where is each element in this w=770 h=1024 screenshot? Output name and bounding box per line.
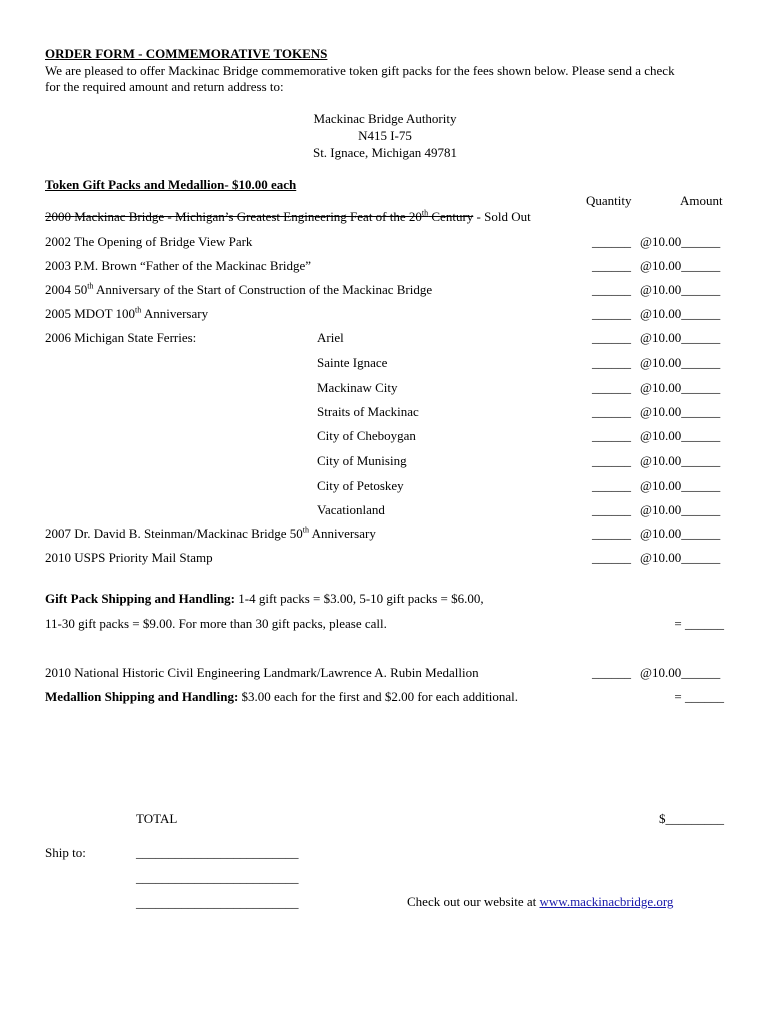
amount-blank-ariel[interactable]: @10.00______ <box>640 330 721 345</box>
amount-blank-straits-of-mackinac[interactable]: @10.00______ <box>640 404 721 419</box>
ferry-straits-of-mackinac: Straits of Mackinac <box>317 404 419 419</box>
quantity-blank-straits-of-mackinac[interactable]: ______ <box>592 404 631 419</box>
ferry-mackinaw-city: Mackinaw City <box>317 380 398 395</box>
quantity-column-header: Quantity <box>586 193 632 208</box>
address-line-1: Mackinac Bridge Authority <box>313 111 457 126</box>
address-line-3: St. Ignace, Michigan 49781 <box>312 145 458 160</box>
section-heading: Token Gift Packs and Medallion- $10.00 each <box>45 177 297 192</box>
quantity-blank-2004[interactable]: ______ <box>592 282 631 297</box>
medallion-shipping-total-blank[interactable]: = ______ <box>674 689 724 704</box>
ferry-vacationland: Vacationland <box>317 502 385 517</box>
total-blank[interactable]: $_________ <box>659 811 724 826</box>
amount-blank-2010-stamp[interactable]: @10.00______ <box>640 550 721 565</box>
ferry-ariel: Ariel <box>317 330 344 345</box>
quantity-blank-sainte-ignace[interactable]: ______ <box>592 355 631 370</box>
quantity-blank-city-of-munising[interactable]: ______ <box>592 453 631 468</box>
quantity-blank-2003[interactable]: ______ <box>592 258 631 273</box>
item-2000-sold-out: 2000 Mackinac Bridge - Michigan’s Greatest Engineering Feat of the 20th Century - Sold Out <box>45 208 531 224</box>
medallion-shipping: Medallion Shipping and Handling: $3.00 each for the first and $2.00 for each additional. <box>45 689 519 704</box>
quantity-blank-vacationland[interactable]: ______ <box>592 502 631 517</box>
total-label: TOTAL <box>136 811 178 826</box>
item-2007: 2007 Dr. David B. Steinman/Mackinac Bridge 50th Anniversary <box>45 525 376 541</box>
ship-to-line-1[interactable]: _________________________ <box>136 845 299 860</box>
item-2010-medallion: 2010 National Historic Civil Engineering Landmark/Lawrence A. Rubin Medallion <box>45 665 479 680</box>
amount-blank-city-of-cheboygan[interactable]: @10.00______ <box>640 428 721 443</box>
website-note: Check out our website at www.mackinacbridge.org <box>407 894 674 909</box>
amount-blank-2002[interactable]: @10.00______ <box>640 234 721 249</box>
quantity-blank-medallion[interactable]: ______ <box>592 665 631 680</box>
ferry-sainte-ignace: Sainte Ignace <box>317 355 388 370</box>
intro-text-line-2: for the required amount and return address to: <box>45 79 284 94</box>
quantity-blank-mackinaw-city[interactable]: ______ <box>592 380 631 395</box>
quantity-blank-2002[interactable]: ______ <box>592 234 631 249</box>
website-link[interactable]: www.mackinacbridge.org <box>539 894 674 909</box>
item-2006: 2006 Michigan State Ferries: <box>45 330 197 345</box>
ship-to-line-3[interactable]: _________________________ <box>136 895 299 910</box>
address-line-2: N415 I-75 <box>358 128 412 143</box>
ship-to-line-2[interactable]: _________________________ <box>136 870 299 885</box>
item-2010-stamp: 2010 USPS Priority Mail Stamp <box>45 550 213 565</box>
amount-blank-vacationland[interactable]: @10.00______ <box>640 502 721 517</box>
amount-blank-sainte-ignace[interactable]: @10.00______ <box>640 355 721 370</box>
item-2003: 2003 P.M. Brown “Father of the Mackinac Bridge” <box>45 258 312 273</box>
ferry-city-of-munising: City of Munising <box>317 453 407 468</box>
ferry-city-of-petoskey: City of Petoskey <box>317 478 404 493</box>
quantity-blank-ariel[interactable]: ______ <box>592 330 631 345</box>
form-title: ORDER FORM - COMMEMORATIVE TOKENS <box>45 46 328 61</box>
gift-shipping-line-2: 11-30 gift packs = $9.00. For more than 30 gift packs, please call. <box>45 616 387 631</box>
amount-blank-medallion[interactable]: @10.00______ <box>640 665 721 680</box>
item-2002: 2002 The Opening of Bridge View Park <box>45 234 253 249</box>
intro-text-line-1: We are pleased to offer Mackinac Bridge commemorative token gift packs for the fees shown below. Please send a check <box>45 63 675 78</box>
amount-blank-2005[interactable]: @10.00______ <box>640 306 721 321</box>
quantity-blank-2010-stamp[interactable]: ______ <box>592 550 631 565</box>
ferry-city-of-cheboygan: City of Cheboygan <box>317 428 416 443</box>
amount-blank-2004[interactable]: @10.00______ <box>640 282 721 297</box>
quantity-blank-city-of-petoskey[interactable]: ______ <box>592 478 631 493</box>
amount-blank-city-of-petoskey[interactable]: @10.00______ <box>640 478 721 493</box>
amount-blank-2007[interactable]: @10.00______ <box>640 526 721 541</box>
gift-shipping-total-blank[interactable]: = ______ <box>674 616 724 631</box>
item-2005: 2005 MDOT 100th Anniversary <box>45 305 209 321</box>
quantity-blank-city-of-cheboygan[interactable]: ______ <box>592 428 631 443</box>
quantity-blank-2007[interactable]: ______ <box>592 526 631 541</box>
amount-blank-2003[interactable]: @10.00______ <box>640 258 721 273</box>
amount-blank-city-of-munising[interactable]: @10.00______ <box>640 453 721 468</box>
ship-to-label: Ship to: <box>45 845 86 860</box>
gift-shipping-line-1: Gift Pack Shipping and Handling: 1-4 gift packs = $3.00, 5-10 gift packs = $6.00, <box>45 591 484 606</box>
amount-blank-mackinaw-city[interactable]: @10.00______ <box>640 380 721 395</box>
quantity-blank-2005[interactable]: ______ <box>592 306 631 321</box>
amount-column-header: Amount <box>680 193 723 208</box>
item-2004: 2004 50th Anniversary of the Start of Construction of the Mackinac Bridge <box>45 281 433 297</box>
